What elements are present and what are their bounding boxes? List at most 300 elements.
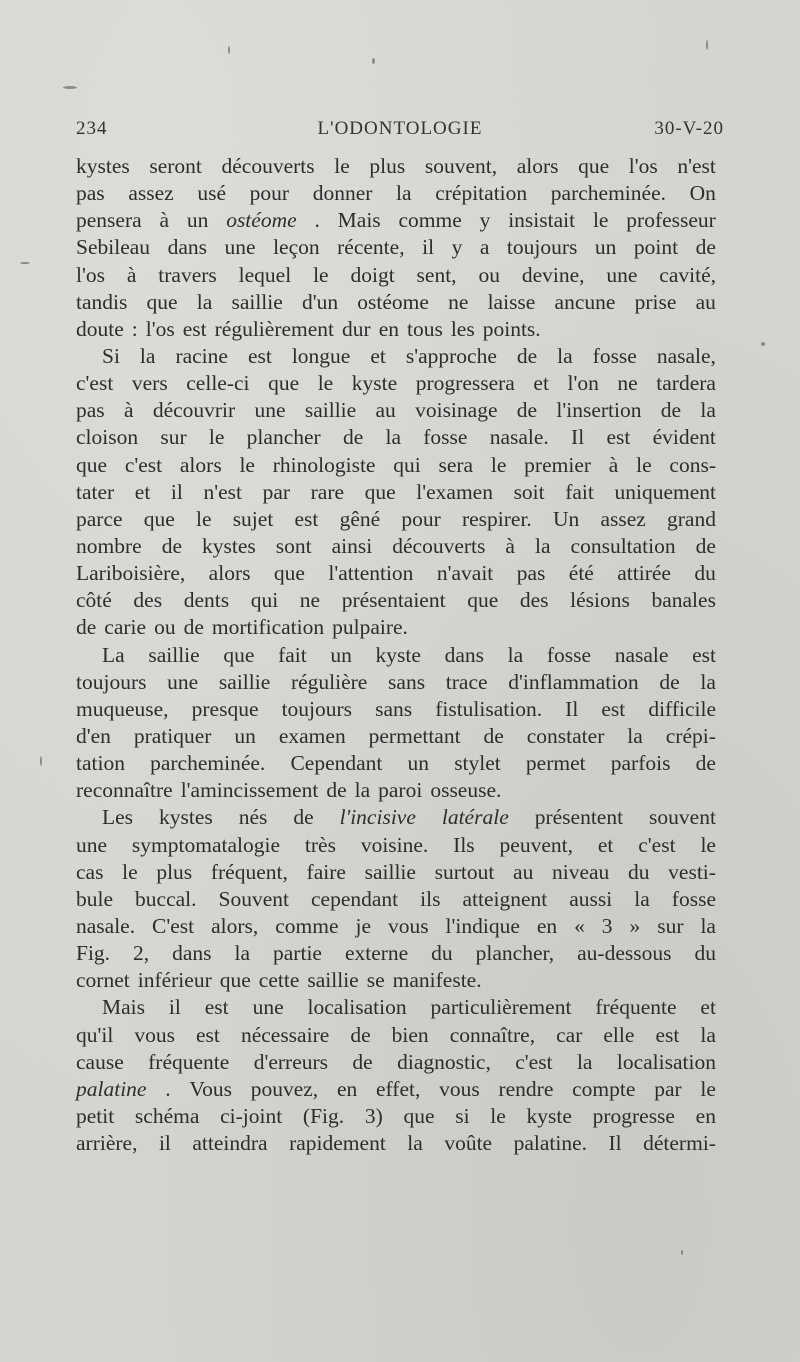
text-line bbox=[76, 669, 716, 696]
word: alors bbox=[516, 154, 559, 178]
word: Vous bbox=[189, 1076, 232, 1101]
word: laisse bbox=[487, 289, 536, 314]
paper-speck bbox=[20, 262, 30, 264]
word: au bbox=[513, 859, 534, 884]
word: sont bbox=[275, 533, 312, 558]
word: fistulisation. bbox=[435, 696, 543, 721]
word: vous bbox=[439, 1076, 480, 1101]
word: la bbox=[234, 941, 251, 966]
word: saillie bbox=[148, 642, 200, 667]
word: une bbox=[254, 398, 286, 423]
italic-word: l'incisive bbox=[339, 805, 416, 830]
word: pensera bbox=[76, 208, 142, 233]
word: que bbox=[143, 506, 175, 531]
word: l'os bbox=[76, 262, 105, 287]
word: kystes bbox=[159, 805, 213, 830]
word: le bbox=[592, 208, 609, 233]
word: ostéome bbox=[357, 289, 429, 314]
word: attirée bbox=[617, 561, 671, 586]
word: saillie bbox=[304, 398, 357, 423]
word: premier bbox=[524, 452, 592, 477]
word: bule bbox=[76, 886, 114, 911]
word: ainsi bbox=[331, 533, 373, 558]
word: Il bbox=[608, 1131, 622, 1156]
word: n'est bbox=[203, 479, 242, 504]
word: banales bbox=[651, 588, 716, 613]
word: muqueuse, bbox=[76, 696, 169, 721]
word: nés bbox=[238, 805, 268, 830]
text-line bbox=[76, 1076, 716, 1103]
word: souvent bbox=[649, 805, 716, 830]
word: la bbox=[507, 642, 524, 667]
word: et bbox=[700, 995, 716, 1020]
word: Un bbox=[552, 506, 580, 531]
word: On bbox=[689, 181, 716, 206]
word: sans bbox=[375, 696, 413, 721]
word: fréquent, bbox=[210, 859, 288, 884]
paper-speck bbox=[681, 1250, 683, 1255]
text-line bbox=[76, 1130, 716, 1157]
word: plancher, bbox=[475, 941, 555, 966]
word: présentaient bbox=[341, 588, 446, 613]
word: au bbox=[375, 398, 396, 423]
word: qui bbox=[250, 588, 279, 613]
word: une bbox=[606, 262, 638, 287]
word: progressera bbox=[415, 371, 515, 396]
text-line bbox=[76, 614, 716, 641]
word: parfois bbox=[610, 751, 671, 776]
word: le bbox=[208, 425, 225, 450]
word: Ils bbox=[453, 832, 475, 857]
word: toujours bbox=[506, 235, 578, 260]
word: celle-ci bbox=[186, 371, 250, 396]
word: localisation bbox=[307, 995, 407, 1020]
word: a bbox=[479, 235, 490, 260]
word: ne bbox=[617, 371, 638, 396]
word: inférieur bbox=[137, 968, 212, 993]
text-line bbox=[76, 804, 716, 831]
word: un bbox=[330, 642, 352, 667]
word: travers bbox=[158, 262, 217, 287]
text-line bbox=[76, 207, 716, 234]
italic-word: ostéome bbox=[226, 208, 297, 233]
word: un bbox=[186, 208, 209, 233]
word: permet bbox=[525, 751, 586, 776]
word: que bbox=[223, 642, 255, 667]
italic-word: latérale bbox=[441, 805, 509, 830]
word: car bbox=[556, 1022, 583, 1047]
word: permettant bbox=[368, 723, 461, 748]
word: de bbox=[293, 805, 314, 830]
word: de bbox=[516, 343, 538, 368]
word: si bbox=[455, 1103, 470, 1128]
word: : bbox=[131, 316, 138, 341]
word: reconnaître bbox=[76, 778, 173, 803]
word: c'est bbox=[124, 452, 163, 477]
word: ou bbox=[154, 615, 176, 640]
word: que bbox=[219, 968, 251, 993]
word: comme bbox=[398, 208, 462, 233]
word: dents bbox=[183, 588, 230, 613]
word: ancune bbox=[554, 289, 616, 314]
word: C'est bbox=[152, 913, 195, 938]
word: la bbox=[700, 1022, 716, 1047]
text-line bbox=[76, 180, 716, 207]
word: un bbox=[234, 723, 256, 748]
text-line bbox=[76, 479, 716, 506]
word: de bbox=[352, 1049, 373, 1074]
word: est bbox=[294, 506, 319, 531]
word: devine, bbox=[521, 262, 585, 287]
word: presque bbox=[191, 696, 259, 721]
word: se bbox=[366, 968, 385, 993]
word: assez bbox=[128, 181, 174, 206]
word: détermi- bbox=[643, 1131, 716, 1156]
text-line bbox=[76, 452, 716, 479]
word: l'amincissement bbox=[180, 778, 319, 803]
word: peuvent, bbox=[499, 832, 573, 857]
word: cornet bbox=[76, 968, 130, 993]
word: fosse bbox=[423, 425, 468, 450]
word: Mais bbox=[337, 208, 381, 233]
word: que bbox=[467, 588, 499, 613]
word: leçon bbox=[273, 235, 320, 260]
word: parce bbox=[76, 506, 123, 531]
word: de bbox=[161, 533, 182, 558]
word: à bbox=[123, 398, 134, 423]
word: pas bbox=[76, 181, 105, 206]
word: sent, bbox=[416, 262, 457, 287]
word: trace bbox=[445, 669, 488, 694]
word: est bbox=[204, 995, 229, 1020]
word: manifeste. bbox=[392, 968, 482, 993]
word: c'est bbox=[515, 1049, 553, 1074]
issue-date: 30-V-20 bbox=[654, 118, 724, 139]
word: diagnostic, bbox=[397, 1049, 491, 1074]
word: cause bbox=[76, 1049, 124, 1074]
text-line bbox=[76, 316, 716, 343]
word: souvent, bbox=[424, 154, 498, 178]
word: du bbox=[694, 561, 716, 586]
word: de bbox=[326, 778, 347, 803]
word: tater bbox=[76, 479, 115, 504]
word: à bbox=[126, 262, 137, 287]
word: atteindra bbox=[192, 1131, 268, 1156]
word: d'erreurs bbox=[253, 1049, 329, 1074]
word: pour bbox=[249, 181, 290, 206]
word: le bbox=[239, 452, 255, 477]
word: un bbox=[407, 751, 430, 776]
word: Cependant bbox=[290, 751, 383, 776]
word: c'est bbox=[638, 832, 676, 857]
word: de bbox=[483, 723, 504, 748]
text-line bbox=[76, 940, 716, 967]
word: faire bbox=[306, 859, 346, 884]
word: le bbox=[334, 154, 350, 178]
word: par bbox=[654, 1076, 682, 1101]
word: paroi bbox=[378, 778, 423, 803]
word: Lariboisière, bbox=[76, 561, 186, 586]
word: fosse bbox=[546, 642, 592, 667]
word: carie bbox=[104, 615, 147, 640]
word: Fig. bbox=[76, 941, 111, 966]
word: une bbox=[76, 832, 108, 857]
text-line bbox=[76, 1103, 716, 1130]
word: buccal. bbox=[135, 886, 197, 911]
word: rapidement bbox=[289, 1131, 386, 1156]
word: pouvez, bbox=[250, 1076, 319, 1101]
paper-speck bbox=[706, 40, 708, 50]
word: rendre bbox=[498, 1076, 554, 1101]
text-line bbox=[76, 886, 716, 913]
text-line bbox=[76, 1022, 716, 1049]
word: et bbox=[533, 371, 549, 396]
word: soit bbox=[513, 479, 545, 504]
text-line bbox=[76, 560, 716, 587]
word: point bbox=[633, 235, 679, 260]
text-line bbox=[76, 370, 716, 397]
word: (Fig. bbox=[302, 1103, 345, 1128]
word: été bbox=[568, 561, 594, 586]
word: y bbox=[479, 208, 491, 233]
text-line bbox=[76, 397, 716, 424]
word: de bbox=[660, 398, 682, 423]
word: la bbox=[196, 289, 213, 314]
word: voisinage bbox=[415, 398, 498, 423]
word: surtout bbox=[434, 859, 495, 884]
word: alors, bbox=[211, 913, 259, 938]
word: voisine. bbox=[360, 832, 429, 857]
text-line bbox=[76, 723, 716, 750]
word: le bbox=[700, 832, 716, 857]
word: au bbox=[695, 289, 716, 314]
word: est bbox=[606, 425, 631, 450]
word: Il bbox=[571, 425, 585, 450]
word: c'est bbox=[76, 371, 114, 396]
text-line bbox=[76, 994, 716, 1021]
word: . bbox=[165, 1076, 171, 1101]
text-line bbox=[76, 913, 716, 940]
word: est bbox=[247, 343, 272, 368]
word: l'examen bbox=[416, 479, 493, 504]
word: « bbox=[574, 913, 585, 938]
word: l'indique bbox=[445, 913, 520, 938]
word: Il bbox=[565, 696, 579, 721]
word: assez bbox=[600, 506, 646, 531]
word: il bbox=[422, 235, 435, 260]
word: saillie bbox=[218, 669, 271, 694]
word: que bbox=[268, 371, 300, 396]
word: il bbox=[168, 995, 181, 1020]
word: Souvent bbox=[218, 886, 289, 911]
word: consultation bbox=[570, 533, 676, 558]
word: saillie bbox=[364, 859, 416, 884]
word: la bbox=[634, 886, 650, 911]
word: la bbox=[700, 669, 716, 694]
word: des bbox=[519, 588, 549, 613]
word: l'attention bbox=[328, 561, 414, 586]
word: kystes bbox=[76, 154, 130, 178]
word: vous bbox=[387, 913, 429, 938]
word: que bbox=[146, 289, 178, 314]
word: le bbox=[636, 452, 652, 477]
word: ne bbox=[299, 588, 321, 613]
word: cloison bbox=[76, 425, 139, 450]
word: une bbox=[252, 995, 284, 1020]
word: le bbox=[317, 371, 334, 396]
word: particulièrement bbox=[430, 995, 572, 1020]
text-line bbox=[76, 343, 716, 370]
word: récente, bbox=[337, 235, 405, 260]
word: l'on bbox=[567, 371, 599, 396]
word: bien bbox=[391, 1022, 429, 1047]
word: fréquente bbox=[595, 995, 677, 1020]
text-line bbox=[76, 750, 716, 777]
word: à bbox=[505, 533, 515, 558]
paper-speck bbox=[372, 58, 375, 64]
word: doigt bbox=[350, 262, 395, 287]
word: constater bbox=[526, 723, 605, 748]
word: aussi bbox=[569, 886, 613, 911]
word: tardera bbox=[656, 371, 716, 396]
word: vers bbox=[131, 371, 168, 396]
word: qu'il bbox=[76, 1022, 114, 1047]
word: crépitation bbox=[435, 181, 528, 206]
word: kyste bbox=[351, 371, 398, 396]
word: de bbox=[695, 751, 716, 776]
word: d'un bbox=[301, 289, 339, 314]
word: symptomatalogie bbox=[131, 832, 281, 857]
word: n'avait bbox=[436, 561, 494, 586]
word: sujet bbox=[232, 506, 274, 531]
italic-word: palatine bbox=[76, 1076, 147, 1101]
word: la bbox=[139, 343, 156, 368]
word: elle bbox=[603, 1022, 635, 1047]
word: y bbox=[451, 235, 463, 260]
word: la bbox=[407, 1131, 423, 1156]
word: d'en bbox=[76, 723, 111, 748]
word: cependant bbox=[311, 886, 399, 911]
word: kyste bbox=[375, 642, 421, 667]
text-line bbox=[76, 1049, 716, 1076]
text-line bbox=[76, 289, 716, 316]
word: une bbox=[167, 669, 199, 694]
word: effet, bbox=[375, 1076, 421, 1101]
word: en bbox=[695, 1103, 716, 1128]
word: grand bbox=[667, 506, 716, 531]
word: difficile bbox=[648, 696, 716, 721]
word: partie bbox=[273, 941, 322, 966]
word: d'inflammation bbox=[508, 669, 639, 694]
word: découvrir bbox=[152, 398, 236, 423]
word: sur bbox=[160, 425, 187, 450]
word: plus bbox=[156, 859, 193, 884]
word: tation bbox=[76, 751, 125, 776]
text-line bbox=[76, 234, 716, 261]
word: du bbox=[627, 859, 650, 884]
word: tous bbox=[406, 316, 443, 341]
word: tandis bbox=[76, 289, 128, 314]
word: régulièrement bbox=[214, 316, 335, 341]
word: toujours bbox=[281, 696, 353, 721]
word: de bbox=[183, 615, 204, 640]
text-line bbox=[76, 642, 716, 669]
word: plancher bbox=[246, 425, 321, 450]
word: l'insertion bbox=[556, 398, 642, 423]
text-line bbox=[76, 153, 716, 180]
text-line bbox=[76, 696, 716, 723]
word: saillie bbox=[307, 968, 359, 993]
word: la bbox=[576, 1049, 593, 1074]
word: kyste bbox=[526, 1103, 572, 1128]
word: en bbox=[378, 316, 399, 341]
word: est bbox=[601, 696, 626, 721]
word: palatine. bbox=[513, 1131, 588, 1156]
word: professeur bbox=[626, 208, 716, 233]
word: en bbox=[536, 913, 558, 938]
word: il bbox=[170, 479, 183, 504]
word: nécessaire bbox=[240, 1022, 330, 1047]
word: la bbox=[534, 533, 551, 558]
word: . bbox=[314, 208, 320, 233]
word: voûte bbox=[444, 1131, 493, 1156]
word: seront bbox=[149, 154, 202, 178]
word: compte bbox=[572, 1076, 636, 1101]
word: pas bbox=[516, 561, 546, 586]
word: insistait bbox=[508, 208, 576, 233]
word: de bbox=[659, 669, 680, 694]
word: rhinologiste bbox=[272, 452, 376, 477]
word: est bbox=[196, 1022, 220, 1047]
word: dans bbox=[167, 235, 207, 260]
text-line bbox=[76, 587, 716, 614]
word: et bbox=[597, 832, 614, 857]
word: découverts bbox=[221, 154, 315, 178]
word: crépi- bbox=[665, 723, 716, 748]
word: La bbox=[102, 642, 125, 667]
word: nombre bbox=[76, 533, 142, 558]
word: cavité, bbox=[659, 262, 716, 287]
word: Sebileau bbox=[76, 235, 151, 260]
word: ci-joint bbox=[220, 1103, 283, 1128]
word: que bbox=[273, 561, 305, 586]
text-line bbox=[76, 859, 716, 886]
word: vous bbox=[134, 1022, 175, 1047]
word: lequel bbox=[238, 262, 292, 287]
word: petit bbox=[76, 1103, 115, 1128]
word: kystes bbox=[202, 533, 256, 558]
word: pour bbox=[401, 506, 441, 531]
word: est bbox=[655, 1022, 680, 1047]
word: fait bbox=[565, 479, 594, 504]
word: longue bbox=[291, 343, 351, 368]
word: rare bbox=[310, 479, 345, 504]
word: alors bbox=[179, 452, 222, 477]
word: parcheminée. bbox=[150, 751, 266, 776]
word: doute bbox=[76, 316, 124, 341]
word: de bbox=[695, 235, 716, 260]
word: respirer. bbox=[461, 506, 532, 531]
word: n'est bbox=[677, 154, 716, 178]
word: à bbox=[159, 208, 170, 233]
word: et bbox=[134, 479, 151, 504]
word: sera bbox=[438, 452, 474, 477]
word: le bbox=[490, 452, 507, 477]
word: ou bbox=[478, 262, 500, 287]
word: les bbox=[450, 316, 475, 341]
word: saillie bbox=[231, 289, 283, 314]
word: Les bbox=[102, 805, 134, 830]
